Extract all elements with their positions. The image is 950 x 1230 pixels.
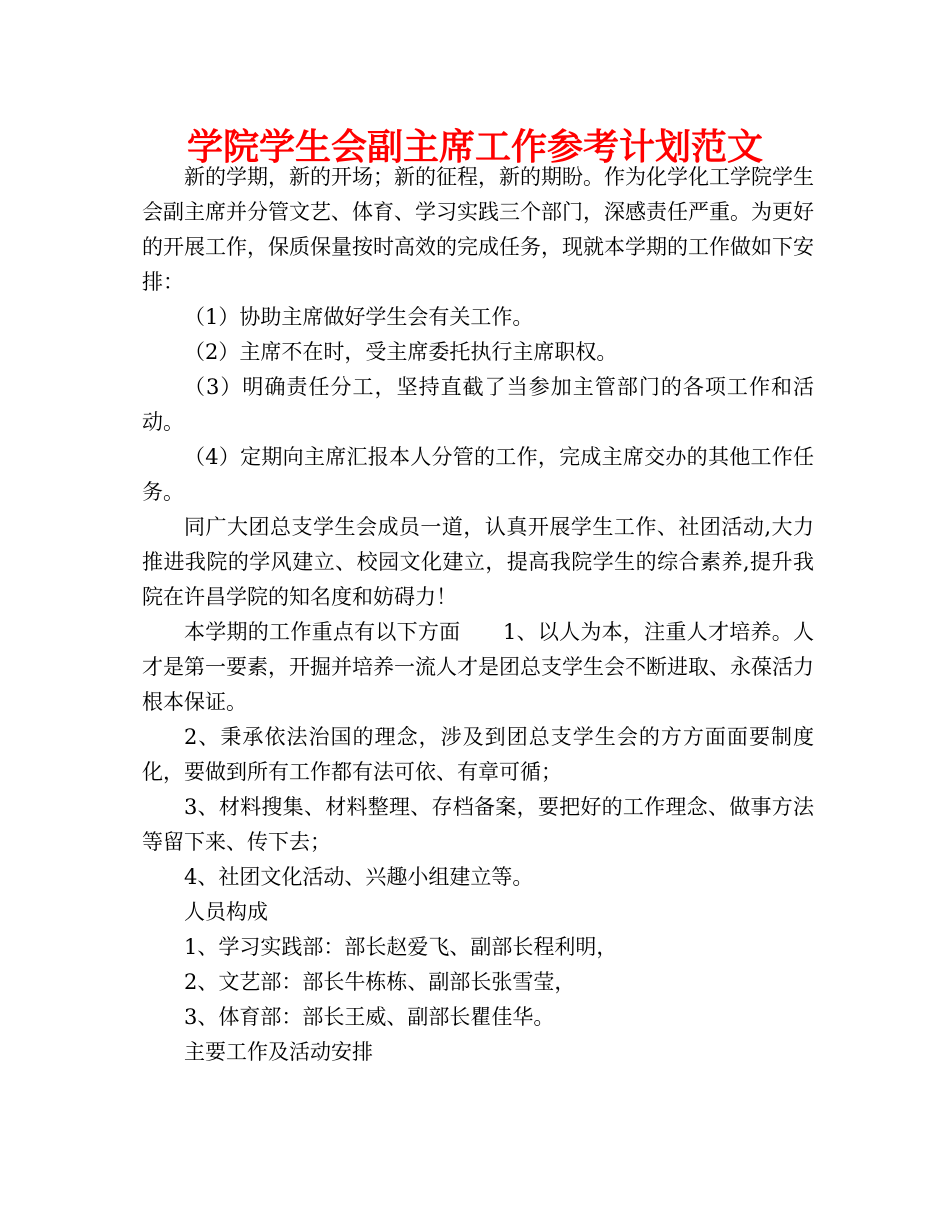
staff-sports-dept: 3、体育部：部长王威、副部长瞿佳华。 bbox=[184, 1005, 555, 1029]
paragraph-focus-3: 3、材料搜集、材料整理、存档备案，要把好的工作理念、做事方法等留下来、传下去； bbox=[142, 795, 814, 854]
heading-staff: 人员构成 bbox=[184, 900, 268, 924]
document-title: 学院学生会副主席工作参考计划范文 bbox=[186, 127, 763, 168]
paragraph-intro: 新的学期，新的开场；新的征程，新的期盼。作为化学化工学院学生会副主席并分管文艺、体育、学习实践三个部门，深感责任严重。为更好的开展工作，保质保量按时高效的完成任务，现就本学期的工作做如下安排： bbox=[142, 165, 814, 294]
paragraph-item-3: （3）明确责任分工，坚持直截了当参加主管部门的各项工作和活动。 bbox=[142, 375, 814, 434]
paragraph-focus-4: 4、社团文化活动、兴趣小组建立等。 bbox=[184, 865, 534, 889]
staff-study-dept: 1、学习实践部：部长赵爱飞、副部长程利明， bbox=[184, 935, 618, 959]
paragraph-item-2: （2）主席不在时，受主席委托执行主席职权。 bbox=[184, 340, 618, 364]
paragraph-cooperation: 同广大团总支学生会成员一道，认真开展学生工作、社团活动,大力推进我院的学风建立、校园文化建立，提高我院学生的综合素养,提升我院在许昌学院的知名度和妨碍力！ bbox=[142, 515, 814, 609]
paragraph-focus: 本学期的工作重点有以下方面 1、以人为本，注重人才培养。人才是第一要素，开掘并培养一流人才是团总支学生会不断进取、永葆活力根本保证。 bbox=[142, 620, 814, 714]
paragraph-focus-2: 2、秉承依法治国的理念，涉及到团总支学生会的方方面面要制度化，要做到所有工作都有法可依、有章可循； bbox=[142, 725, 814, 784]
staff-arts-dept: 2、文艺部：部长牛栋栋、副部长张雪莹， bbox=[184, 970, 576, 994]
paragraph-item-4: （4）定期向主席汇报本人分管的工作，完成主席交办的其他工作任务。 bbox=[142, 445, 814, 504]
paragraph-item-1: （1）协助主席做好学生会有关工作。 bbox=[184, 305, 534, 329]
heading-activities: 主要工作及活动安排 bbox=[184, 1040, 373, 1064]
document-body bbox=[142, 160, 814, 1070]
